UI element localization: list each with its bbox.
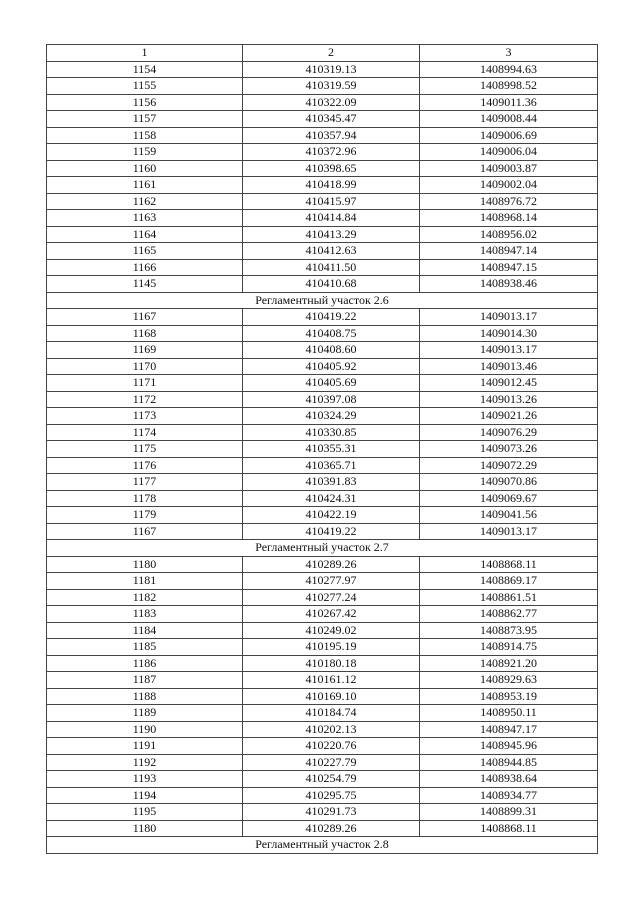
point-number-cell: 1186: [47, 655, 243, 672]
y-coordinate-cell: 1408968.14: [420, 210, 598, 227]
x-coordinate-cell: 410161.12: [243, 672, 420, 689]
x-coordinate-cell: 410195.19: [243, 639, 420, 656]
x-coordinate-cell: 410411.50: [243, 259, 420, 276]
y-coordinate-cell: 1408899.31: [420, 804, 598, 821]
point-number-cell: 1187: [47, 672, 243, 689]
table-row: [47, 259, 598, 276]
table-row: [47, 309, 598, 326]
y-coordinate-cell: 1408869.17: [420, 573, 598, 590]
y-coordinate-cell: 1409021.26: [420, 408, 598, 425]
table-row: [47, 144, 598, 161]
point-number-cell: 1167: [47, 523, 243, 540]
y-coordinate-cell: 1409014.30: [420, 325, 598, 342]
x-coordinate-cell: 410408.60: [243, 342, 420, 359]
y-coordinate-cell: 1408950.11: [420, 705, 598, 722]
point-number-cell: 1185: [47, 639, 243, 656]
y-coordinate-cell: 1408956.02: [420, 226, 598, 243]
point-number-cell: 1160: [47, 160, 243, 177]
table-row: [47, 754, 598, 771]
x-coordinate-cell: 410408.75: [243, 325, 420, 342]
point-number-cell: 1172: [47, 391, 243, 408]
y-coordinate-cell: 1409013.17: [420, 342, 598, 359]
table-row: [47, 61, 598, 78]
point-number-cell: 1170: [47, 358, 243, 375]
point-number-cell: 1157: [47, 111, 243, 128]
point-number-cell: 1155: [47, 78, 243, 95]
y-coordinate-cell: 1408953.19: [420, 688, 598, 705]
y-coordinate-cell: 1409002.04: [420, 177, 598, 194]
coordinates-table-body: [47, 45, 598, 854]
y-coordinate-cell: 1408947.17: [420, 721, 598, 738]
point-number-cell: 1162: [47, 193, 243, 210]
section-title-row: [47, 540, 598, 557]
y-coordinate-cell: 1409012.45: [420, 375, 598, 392]
table-row: [47, 721, 598, 738]
x-coordinate-cell: 410413.29: [243, 226, 420, 243]
section-title: Регламентный участок 2.6: [47, 292, 598, 309]
coordinates-sheet: [46, 44, 597, 854]
x-coordinate-cell: 410357.94: [243, 127, 420, 144]
x-coordinate-cell: 410410.68: [243, 276, 420, 293]
point-number-cell: 1192: [47, 754, 243, 771]
table-row: [47, 474, 598, 491]
section-title-row: [47, 292, 598, 309]
x-coordinate-cell: 410169.10: [243, 688, 420, 705]
x-coordinate-cell: 410249.02: [243, 622, 420, 639]
x-coordinate-cell: 410397.08: [243, 391, 420, 408]
table-row: [47, 243, 598, 260]
x-coordinate-cell: 410184.74: [243, 705, 420, 722]
header-cell-1: 1: [47, 45, 243, 62]
table-row: [47, 408, 598, 425]
x-coordinate-cell: 410330.85: [243, 424, 420, 441]
table-row: [47, 457, 598, 474]
x-coordinate-cell: 410289.26: [243, 556, 420, 573]
y-coordinate-cell: 1409041.56: [420, 507, 598, 524]
x-coordinate-cell: 410365.71: [243, 457, 420, 474]
table-row: [47, 556, 598, 573]
x-coordinate-cell: 410405.92: [243, 358, 420, 375]
x-coordinate-cell: 410295.75: [243, 787, 420, 804]
y-coordinate-cell: 1408862.77: [420, 606, 598, 623]
table-row: [47, 573, 598, 590]
y-coordinate-cell: 1409003.87: [420, 160, 598, 177]
table-row: [47, 177, 598, 194]
point-number-cell: 1158: [47, 127, 243, 144]
y-coordinate-cell: 1408947.15: [420, 259, 598, 276]
y-coordinate-cell: 1409013.26: [420, 391, 598, 408]
x-coordinate-cell: 410202.13: [243, 721, 420, 738]
point-number-cell: 1184: [47, 622, 243, 639]
point-number-cell: 1175: [47, 441, 243, 458]
y-coordinate-cell: 1409072.29: [420, 457, 598, 474]
point-number-cell: 1165: [47, 243, 243, 260]
table-row: [47, 342, 598, 359]
y-coordinate-cell: 1408938.64: [420, 771, 598, 788]
x-coordinate-cell: 410319.13: [243, 61, 420, 78]
y-coordinate-cell: 1408945.96: [420, 738, 598, 755]
y-coordinate-cell: 1408947.14: [420, 243, 598, 260]
x-coordinate-cell: 410405.69: [243, 375, 420, 392]
point-number-cell: 1188: [47, 688, 243, 705]
table-row: [47, 424, 598, 441]
x-coordinate-cell: 410424.31: [243, 490, 420, 507]
point-number-cell: 1178: [47, 490, 243, 507]
point-number-cell: 1180: [47, 556, 243, 573]
y-coordinate-cell: 1409008.44: [420, 111, 598, 128]
table-row: [47, 804, 598, 821]
table-row: [47, 523, 598, 540]
y-coordinate-cell: 1409013.17: [420, 309, 598, 326]
y-coordinate-cell: 1408861.51: [420, 589, 598, 606]
table-row: [47, 820, 598, 837]
table-row: [47, 622, 598, 639]
point-number-cell: 1190: [47, 721, 243, 738]
y-coordinate-cell: 1408944.85: [420, 754, 598, 771]
point-number-cell: 1161: [47, 177, 243, 194]
section-title-row: [47, 837, 598, 854]
y-coordinate-cell: 1409011.36: [420, 94, 598, 111]
y-coordinate-cell: 1409076.29: [420, 424, 598, 441]
y-coordinate-cell: 1408868.11: [420, 820, 598, 837]
y-coordinate-cell: 1408938.46: [420, 276, 598, 293]
table-row: [47, 771, 598, 788]
coordinates-table: [46, 44, 598, 854]
table-row: [47, 210, 598, 227]
y-coordinate-cell: 1408914.75: [420, 639, 598, 656]
section-title: Регламентный участок 2.8: [47, 837, 598, 854]
x-coordinate-cell: 410419.22: [243, 309, 420, 326]
point-number-cell: 1171: [47, 375, 243, 392]
table-row: [47, 589, 598, 606]
x-coordinate-cell: 410412.63: [243, 243, 420, 260]
y-coordinate-cell: 1409070.86: [420, 474, 598, 491]
table-row: [47, 441, 598, 458]
point-number-cell: 1177: [47, 474, 243, 491]
x-coordinate-cell: 410398.65: [243, 160, 420, 177]
x-coordinate-cell: 410220.76: [243, 738, 420, 755]
x-coordinate-cell: 410422.19: [243, 507, 420, 524]
point-number-cell: 1195: [47, 804, 243, 821]
point-number-cell: 1194: [47, 787, 243, 804]
point-number-cell: 1191: [47, 738, 243, 755]
point-number-cell: 1182: [47, 589, 243, 606]
table-row: [47, 655, 598, 672]
table-row: [47, 358, 598, 375]
y-coordinate-cell: 1408994.63: [420, 61, 598, 78]
y-coordinate-cell: 1408976.72: [420, 193, 598, 210]
table-row: [47, 94, 598, 111]
point-number-cell: 1159: [47, 144, 243, 161]
x-coordinate-cell: 410277.97: [243, 573, 420, 590]
table-row: [47, 276, 598, 293]
section-title: Регламентный участок 2.7: [47, 540, 598, 557]
y-coordinate-cell: 1409073.26: [420, 441, 598, 458]
x-coordinate-cell: 410418.99: [243, 177, 420, 194]
point-number-cell: 1145: [47, 276, 243, 293]
point-number-cell: 1174: [47, 424, 243, 441]
x-coordinate-cell: 410180.18: [243, 655, 420, 672]
table-row: [47, 391, 598, 408]
table-row: [47, 375, 598, 392]
x-coordinate-cell: 410345.47: [243, 111, 420, 128]
table-row: [47, 787, 598, 804]
table-row: [47, 160, 598, 177]
x-coordinate-cell: 410391.83: [243, 474, 420, 491]
point-number-cell: 1168: [47, 325, 243, 342]
point-number-cell: 1164: [47, 226, 243, 243]
y-coordinate-cell: 1409013.46: [420, 358, 598, 375]
table-row: [47, 672, 598, 689]
point-number-cell: 1173: [47, 408, 243, 425]
table-row: [47, 325, 598, 342]
header-row: [47, 45, 598, 62]
point-number-cell: 1176: [47, 457, 243, 474]
point-number-cell: 1179: [47, 507, 243, 524]
point-number-cell: 1156: [47, 94, 243, 111]
x-coordinate-cell: 410372.96: [243, 144, 420, 161]
point-number-cell: 1167: [47, 309, 243, 326]
x-coordinate-cell: 410415.97: [243, 193, 420, 210]
point-number-cell: 1193: [47, 771, 243, 788]
y-coordinate-cell: 1408868.11: [420, 556, 598, 573]
y-coordinate-cell: 1409013.17: [420, 523, 598, 540]
table-row: [47, 705, 598, 722]
y-coordinate-cell: 1409006.04: [420, 144, 598, 161]
x-coordinate-cell: 410289.26: [243, 820, 420, 837]
y-coordinate-cell: 1409006.69: [420, 127, 598, 144]
x-coordinate-cell: 410322.09: [243, 94, 420, 111]
table-row: [47, 738, 598, 755]
table-row: [47, 78, 598, 95]
x-coordinate-cell: 410291.73: [243, 804, 420, 821]
x-coordinate-cell: 410414.84: [243, 210, 420, 227]
x-coordinate-cell: 410324.29: [243, 408, 420, 425]
point-number-cell: 1189: [47, 705, 243, 722]
point-number-cell: 1169: [47, 342, 243, 359]
point-number-cell: 1183: [47, 606, 243, 623]
x-coordinate-cell: 410277.24: [243, 589, 420, 606]
y-coordinate-cell: 1408921.20: [420, 655, 598, 672]
x-coordinate-cell: 410355.31: [243, 441, 420, 458]
point-number-cell: 1166: [47, 259, 243, 276]
table-row: [47, 688, 598, 705]
table-row: [47, 507, 598, 524]
y-coordinate-cell: 1408998.52: [420, 78, 598, 95]
table-row: [47, 639, 598, 656]
header-cell-3: 3: [420, 45, 598, 62]
y-coordinate-cell: 1408873.95: [420, 622, 598, 639]
table-row: [47, 127, 598, 144]
x-coordinate-cell: 410227.79: [243, 754, 420, 771]
table-row: [47, 490, 598, 507]
table-row: [47, 111, 598, 128]
table-row: [47, 226, 598, 243]
point-number-cell: 1180: [47, 820, 243, 837]
y-coordinate-cell: 1408934.77: [420, 787, 598, 804]
x-coordinate-cell: 410319.59: [243, 78, 420, 95]
x-coordinate-cell: 410267.42: [243, 606, 420, 623]
y-coordinate-cell: 1408929.63: [420, 672, 598, 689]
point-number-cell: 1154: [47, 61, 243, 78]
x-coordinate-cell: 410254.79: [243, 771, 420, 788]
x-coordinate-cell: 410419.22: [243, 523, 420, 540]
table-row: [47, 606, 598, 623]
point-number-cell: 1163: [47, 210, 243, 227]
point-number-cell: 1181: [47, 573, 243, 590]
header-cell-2: 2: [243, 45, 420, 62]
y-coordinate-cell: 1409069.67: [420, 490, 598, 507]
table-row: [47, 193, 598, 210]
